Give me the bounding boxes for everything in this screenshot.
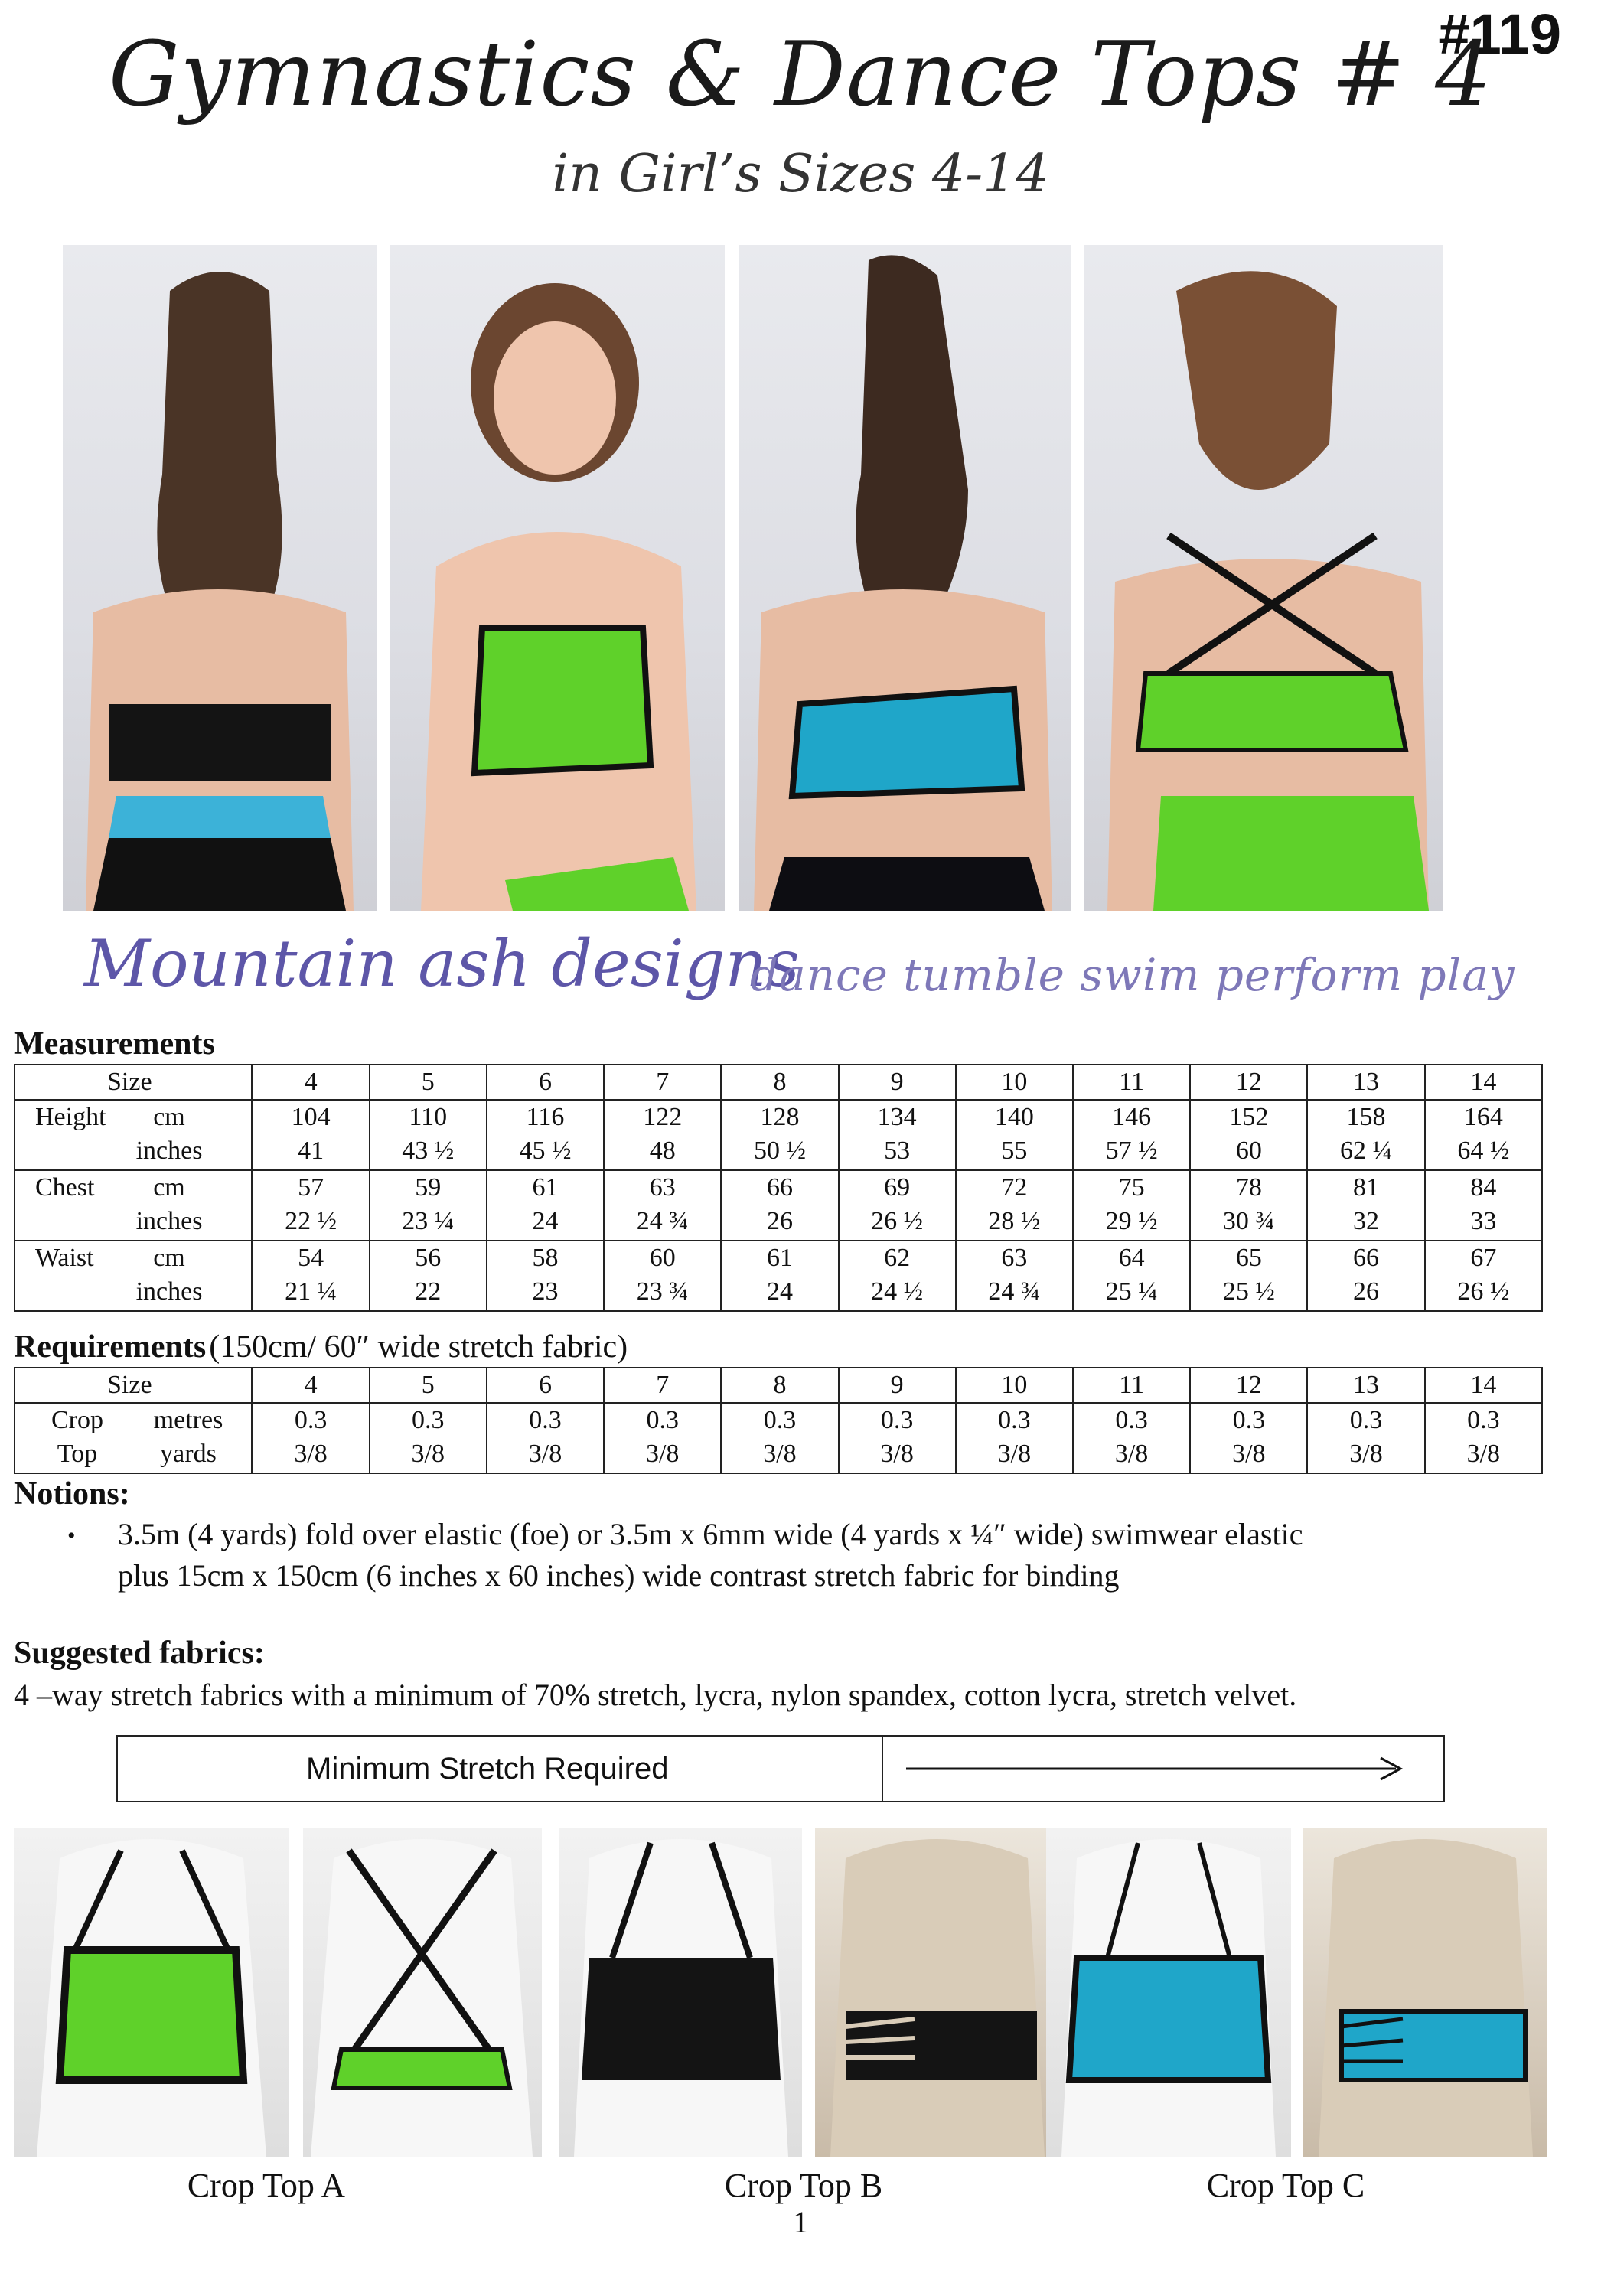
value-inches: 43 ½ (402, 1137, 455, 1165)
value-cm: 58 (532, 1244, 559, 1272)
req-size-cell: 7 (604, 1368, 721, 1403)
photo-model-back-green-top (1084, 245, 1443, 911)
value-cm: 63 (1001, 1244, 1028, 1272)
requirements-cell (487, 1403, 604, 1473)
unit-cm: cm (153, 1173, 185, 1202)
measurements-heading: Measurements (14, 1026, 215, 1062)
size-cell: 8 (721, 1065, 838, 1100)
value-cm: 65 (1235, 1244, 1262, 1272)
photo-crop-top-c-back (1303, 1828, 1547, 2157)
value-cm: 128 (760, 1103, 800, 1131)
measurement-cell (487, 1100, 604, 1170)
measurement-cell (839, 1170, 956, 1241)
requirements-cell (370, 1403, 487, 1473)
stretch-guide-label: Minimum Stretch Required (306, 1752, 669, 1786)
value-yards: 3/8 (763, 1440, 797, 1468)
value-cm: 66 (1353, 1244, 1380, 1272)
unit-cm: cm (153, 1244, 185, 1272)
requirements-cell (956, 1403, 1073, 1473)
value-cm: 110 (409, 1103, 448, 1131)
value-inches: 29 ½ (1105, 1207, 1158, 1235)
row-name-line1: Crop (51, 1406, 103, 1434)
brand-name: Mountain ash designs (84, 926, 800, 1001)
notions-heading: Notions: (14, 1476, 130, 1512)
measurement-cell (252, 1170, 369, 1241)
value-cm: 75 (1118, 1173, 1145, 1202)
value-cm: 122 (643, 1103, 683, 1131)
value-inches: 41 (298, 1137, 324, 1165)
photo-crop-top-a-back (303, 1828, 542, 2157)
measurement-cell (721, 1241, 838, 1311)
value-cm: 146 (1112, 1103, 1152, 1131)
value-cm: 59 (415, 1173, 442, 1202)
value-yards: 3/8 (294, 1440, 328, 1468)
measurement-cell (1307, 1100, 1424, 1170)
unit-inches: inches (135, 1277, 203, 1306)
value-cm: 78 (1235, 1173, 1262, 1202)
measurement-cell (370, 1170, 487, 1241)
value-cm: 116 (526, 1103, 565, 1131)
photo-crop-top-b-front (559, 1828, 802, 2157)
measurement-cell (721, 1170, 838, 1241)
notions-line-2: plus 15cm x 150cm (6 inches x 60 inches) wide contrast stretch fabric for binding (118, 1558, 1120, 1593)
value-cm: 134 (877, 1103, 917, 1131)
value-inches: 22 ½ (285, 1207, 337, 1235)
value-cm: 61 (532, 1173, 559, 1202)
measurement-cell (604, 1170, 721, 1241)
value-yards: 3/8 (1232, 1440, 1266, 1468)
value-inches: 24 ½ (871, 1277, 924, 1306)
value-inches: 64 ½ (1457, 1137, 1510, 1165)
size-cell: 14 (1425, 1065, 1542, 1100)
value-metres: 0.3 (412, 1406, 445, 1434)
req-size-cell: 4 (252, 1368, 369, 1403)
measurement-cell (839, 1241, 956, 1311)
measurements-table (14, 1064, 1543, 1312)
measurement-cell (956, 1241, 1073, 1311)
value-inches: 24 ¾ (636, 1207, 689, 1235)
unit-inches: inches (135, 1207, 203, 1235)
value-inches: 23 ¾ (636, 1277, 689, 1306)
req-size-cell: 8 (721, 1368, 838, 1403)
size-cell: 9 (839, 1065, 956, 1100)
requirements-cell (1307, 1403, 1424, 1473)
req-size-cell: 5 (370, 1368, 487, 1403)
value-cm: 69 (884, 1173, 911, 1202)
req-size-cell: 10 (956, 1368, 1073, 1403)
photo-crop-top-b-back (815, 1828, 1058, 2157)
value-cm: 66 (766, 1173, 793, 1202)
value-inches: 23 ¼ (402, 1207, 455, 1235)
stretch-guide (116, 1735, 1445, 1802)
requirements-table (14, 1367, 1543, 1474)
size-cell: 6 (487, 1065, 604, 1100)
fabrics-text: 4 –way stretch fabrics with a minimum of 70% stretch, lycra, nylon spandex, cotton lycra, stretch velvet. (14, 1678, 1297, 1712)
requirements-cell (252, 1403, 369, 1473)
value-cm: 57 (298, 1173, 324, 1202)
value-inches: 24 (766, 1277, 793, 1306)
row-name: Chest (35, 1173, 95, 1202)
stretch-guide-divider (882, 1737, 883, 1801)
measurement-cell (1073, 1170, 1190, 1241)
value-metres: 0.3 (294, 1406, 328, 1434)
value-cm: 54 (298, 1244, 324, 1272)
value-inches: 33 (1470, 1207, 1497, 1235)
measurement-cell (1190, 1100, 1307, 1170)
value-cm: 67 (1470, 1244, 1497, 1272)
photo-model-back-turquoise-top (739, 245, 1071, 911)
value-inches: 23 (532, 1277, 559, 1306)
size-row (15, 1065, 1542, 1100)
value-cm: 63 (649, 1173, 676, 1202)
value-cm: 56 (415, 1244, 442, 1272)
value-cm: 104 (291, 1103, 331, 1131)
value-yards: 3/8 (880, 1440, 914, 1468)
measurement-cell (721, 1100, 838, 1170)
value-inches: 25 ½ (1222, 1277, 1275, 1306)
value-yards: 3/8 (528, 1440, 562, 1468)
req-size-cell: 11 (1073, 1368, 1190, 1403)
size-cell: 11 (1073, 1065, 1190, 1100)
caption-crop-top-b: Crop Top B (724, 2167, 883, 2204)
measurement-row (15, 1170, 1542, 1241)
measurement-cell (1425, 1241, 1542, 1311)
unit-yards: yards (160, 1440, 217, 1468)
requirements-cell (1073, 1403, 1190, 1473)
value-cm: 84 (1470, 1173, 1497, 1202)
arrow-right-icon (898, 1752, 1419, 1786)
value-inches: 50 ½ (753, 1137, 806, 1165)
value-metres: 0.3 (1115, 1406, 1148, 1434)
requirements-cell (604, 1403, 721, 1473)
requirements-row (15, 1403, 1542, 1473)
photo-crop-top-c-front (1046, 1828, 1291, 2157)
value-inches: 24 ¾ (988, 1277, 1041, 1306)
value-inches: 62 ¼ (1340, 1137, 1393, 1165)
measurement-cell (487, 1241, 604, 1311)
notions-text (118, 1514, 1526, 1596)
unit-inches: inches (135, 1137, 203, 1165)
measurement-cell (1425, 1100, 1542, 1170)
size-label: Size (15, 1065, 252, 1100)
measurement-cell (370, 1100, 487, 1170)
measurement-cell (956, 1100, 1073, 1170)
requirements-heading-line (14, 1329, 628, 1365)
measurement-cell (956, 1170, 1073, 1241)
value-metres: 0.3 (998, 1406, 1031, 1434)
value-inches: 28 ½ (988, 1207, 1041, 1235)
measurement-cell (252, 1100, 369, 1170)
measurement-row (15, 1100, 1542, 1170)
value-inches: 26 (766, 1207, 793, 1235)
value-inches: 57 ½ (1105, 1137, 1158, 1165)
value-cm: 158 (1346, 1103, 1386, 1131)
measurement-cell (1307, 1170, 1424, 1241)
value-cm: 64 (1118, 1244, 1145, 1272)
measurement-cell (1190, 1170, 1307, 1241)
requirements-heading: Requirements (14, 1329, 207, 1365)
measurement-cell (370, 1241, 487, 1311)
requirements-cell (721, 1403, 838, 1473)
row-name: Waist (35, 1244, 94, 1272)
page-title: Gymnastics & Dance Tops # 4 (109, 23, 1492, 126)
value-inches: 26 ½ (1457, 1277, 1510, 1306)
value-yards: 3/8 (645, 1440, 680, 1468)
value-inches: 48 (649, 1137, 676, 1165)
measurement-cell (1190, 1241, 1307, 1311)
value-cm: 164 (1463, 1103, 1503, 1131)
value-inches: 24 (532, 1207, 559, 1235)
measurement-row-label (15, 1100, 252, 1170)
req-size-cell: 6 (487, 1368, 604, 1403)
measurement-cell (1073, 1100, 1190, 1170)
row-name: Height (35, 1103, 106, 1131)
value-metres: 0.3 (1467, 1406, 1500, 1434)
value-yards: 3/8 (411, 1440, 445, 1468)
measurement-row (15, 1241, 1542, 1311)
row-name-line2: Top (57, 1440, 98, 1468)
req-size-cell: 13 (1307, 1368, 1424, 1403)
photo-model-front-green-top (390, 245, 725, 911)
value-inches: 55 (1001, 1137, 1028, 1165)
fabrics-heading: Suggested fabrics: (14, 1636, 265, 1671)
unit-cm: cm (153, 1103, 185, 1131)
value-inches: 30 ¾ (1222, 1207, 1275, 1235)
measurement-row-label (15, 1241, 252, 1311)
value-metres: 0.3 (1349, 1406, 1383, 1434)
value-inches: 60 (1235, 1137, 1262, 1165)
value-cm: 81 (1353, 1173, 1380, 1202)
measurement-cell (1307, 1241, 1424, 1311)
value-cm: 62 (884, 1244, 911, 1272)
measurement-cell (1425, 1170, 1542, 1241)
notions-line-1: 3.5m (4 yards) fold over elastic (foe) or 3.5m x 6mm wide (4 yards x ¼″ wide) swimwear elastic (118, 1517, 1303, 1551)
brand-tagline: dance tumble swim perform play (750, 949, 1515, 1001)
value-cm: 152 (1229, 1103, 1269, 1131)
page-subtitle: in Girl’s Sizes 4-14 (552, 144, 1049, 204)
measurement-cell (252, 1241, 369, 1311)
pattern-number: #119 (1438, 2, 1561, 66)
value-yards: 3/8 (1466, 1440, 1501, 1468)
value-metres: 0.3 (529, 1406, 562, 1434)
value-cm: 61 (766, 1244, 793, 1272)
page-number: 1 (793, 2205, 808, 2239)
size-cell: 13 (1307, 1065, 1424, 1100)
value-inches: 26 (1353, 1277, 1380, 1306)
value-inches: 53 (884, 1137, 911, 1165)
value-cm: 60 (649, 1244, 676, 1272)
value-metres: 0.3 (646, 1406, 679, 1434)
requirements-row-label (15, 1403, 252, 1473)
value-metres: 0.3 (880, 1406, 914, 1434)
size-cell: 4 (252, 1065, 369, 1100)
unit-metres: metres (153, 1406, 223, 1434)
size-cell: 10 (956, 1065, 1073, 1100)
measurement-cell (604, 1241, 721, 1311)
value-inches: 45 ½ (519, 1137, 572, 1165)
value-inches: 22 (415, 1277, 442, 1306)
requirements-cell (839, 1403, 956, 1473)
req-size-cell: 14 (1425, 1368, 1542, 1403)
photo-crop-top-a-front (14, 1828, 289, 2157)
photo-model-back-black-top (63, 245, 377, 911)
req-size-cell: 9 (839, 1368, 956, 1403)
value-inches: 25 ¼ (1105, 1277, 1158, 1306)
req-size-cell: 12 (1190, 1368, 1307, 1403)
value-cm: 72 (1001, 1173, 1028, 1202)
value-cm: 140 (994, 1103, 1034, 1131)
value-inches: 32 (1353, 1207, 1380, 1235)
size-cell: 5 (370, 1065, 487, 1100)
measurement-cell (839, 1100, 956, 1170)
measurement-cell (604, 1100, 721, 1170)
value-yards: 3/8 (997, 1440, 1032, 1468)
value-metres: 0.3 (1232, 1406, 1266, 1434)
requirements-cell (1425, 1403, 1542, 1473)
caption-crop-top-a: Crop Top A (187, 2167, 346, 2204)
value-yards: 3/8 (1114, 1440, 1149, 1468)
measurement-row-label (15, 1170, 252, 1241)
value-yards: 3/8 (1349, 1440, 1383, 1468)
value-metres: 0.3 (763, 1406, 797, 1434)
measurement-cell (487, 1170, 604, 1241)
value-inches: 26 ½ (871, 1207, 924, 1235)
req-size-row (15, 1368, 1542, 1403)
measurement-cell (1073, 1241, 1190, 1311)
requirements-cell (1190, 1403, 1307, 1473)
bullet-icon: • (67, 1523, 76, 1548)
size-cell: 12 (1190, 1065, 1307, 1100)
caption-crop-top-c: Crop Top C (1206, 2167, 1365, 2204)
req-size-label: Size (15, 1368, 252, 1403)
size-cell: 7 (604, 1065, 721, 1100)
requirements-note: (150cm/ 60″ wide stretch fabric) (209, 1329, 628, 1365)
value-inches: 21 ¼ (285, 1277, 337, 1306)
